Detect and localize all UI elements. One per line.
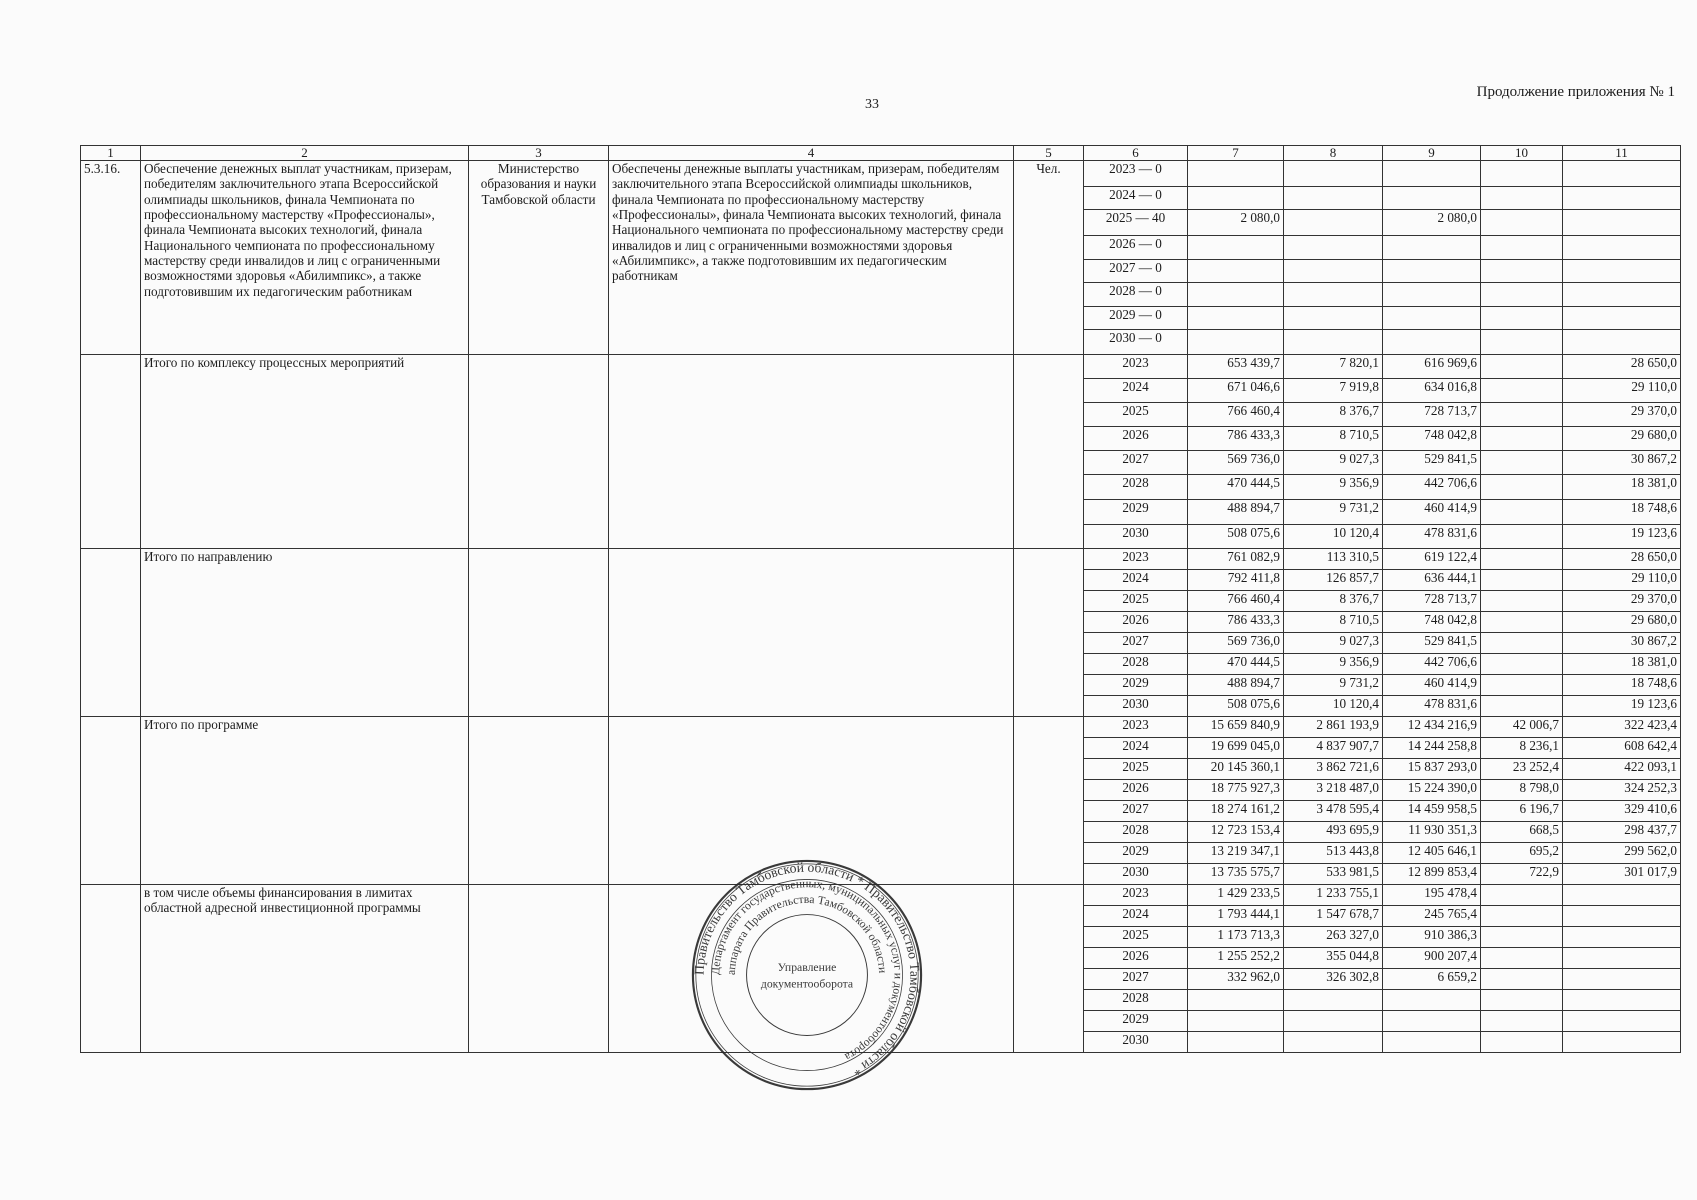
amount-cell-c7: 488 894,7	[1188, 675, 1284, 696]
amount-cell-c10	[1481, 355, 1563, 379]
amount-cell-c7: 761 082,9	[1188, 549, 1284, 570]
amount-cell-c11: 29 370,0	[1563, 591, 1681, 612]
amount-cell-c7: 792 411,8	[1188, 570, 1284, 591]
year-cell: 2029 — 0	[1084, 307, 1188, 330]
amount-cell-c11	[1563, 283, 1681, 307]
year-cell: 2029	[1084, 500, 1188, 525]
amount-cell-c7: 20 145 360,1	[1188, 759, 1284, 780]
summary-result-empty	[609, 549, 1014, 717]
amount-cell-c10	[1481, 675, 1563, 696]
amount-cell-c9: 12 405 646,1	[1383, 843, 1481, 864]
year-cell: 2025	[1084, 591, 1188, 612]
year-cell: 2030	[1084, 525, 1188, 549]
year-cell: 2027 — 0	[1084, 260, 1188, 283]
year-cell: 2023	[1084, 549, 1188, 570]
amount-cell-c9: 442 706,6	[1383, 654, 1481, 675]
year-cell: 2024	[1084, 906, 1188, 927]
amount-cell-c10: 23 252,4	[1481, 759, 1563, 780]
amount-cell-c10	[1481, 570, 1563, 591]
amount-cell-c11	[1563, 260, 1681, 283]
amount-cell-c11	[1563, 990, 1681, 1011]
summary-executor-empty	[469, 549, 609, 717]
amount-cell-c7	[1188, 236, 1284, 260]
amount-cell-c11: 28 650,0	[1563, 549, 1681, 570]
column-number: 8	[1284, 146, 1383, 161]
amount-cell-c11: 30 867,2	[1563, 633, 1681, 654]
amount-cell-c11: 301 017,9	[1563, 864, 1681, 885]
amount-cell-c9: 442 706,6	[1383, 475, 1481, 500]
amount-cell-c8	[1284, 161, 1383, 187]
amount-cell-c10: 8 798,0	[1481, 780, 1563, 801]
amount-cell-c9	[1383, 283, 1481, 307]
summary-code-empty	[81, 717, 141, 885]
amount-cell-c9: 11 930 351,3	[1383, 822, 1481, 843]
seal-outer-text: Правительство Тамбовской области * Правительство Тамбовской области *	[691, 859, 923, 1079]
amount-cell-c7	[1188, 990, 1284, 1011]
amount-cell-c8	[1284, 283, 1383, 307]
summary-executor-empty	[469, 885, 609, 1053]
amount-cell-c7: 766 460,4	[1188, 403, 1284, 427]
column-number: 6	[1084, 146, 1188, 161]
amount-cell-c10	[1481, 591, 1563, 612]
amount-cell-c11: 608 642,4	[1563, 738, 1681, 759]
amount-cell-c8: 9 731,2	[1284, 675, 1383, 696]
amount-cell-c9: 195 478,4	[1383, 885, 1481, 906]
item-result: Обеспечены денежные выплаты участникам, призерам, победителям заключительного этапа Всероссийской олимпиады школьников, финала Чемпионата по профессиональному мастерству «Профессионалы», финала Чемпионата высоких технологий, финала Национального чемпионата по профессиональному мастерству среди инвалидов и лиц с ограниченными возможностями здоровья «Абилимпикс», а также подготовившим их педагогическим работникам	[609, 161, 1014, 355]
amount-cell-c9: 6 659,2	[1383, 969, 1481, 990]
column-number: 9	[1383, 146, 1481, 161]
amount-cell-c7: 2 080,0	[1188, 210, 1284, 236]
amount-cell-c8: 513 443,8	[1284, 843, 1383, 864]
amount-cell-c10: 668,5	[1481, 822, 1563, 843]
amount-cell-c7: 470 444,5	[1188, 654, 1284, 675]
amount-cell-c7	[1188, 260, 1284, 283]
official-seal-stamp	[690, 858, 924, 1092]
amount-cell-c7: 569 736,0	[1188, 451, 1284, 475]
amount-cell-c8	[1284, 187, 1383, 210]
amount-cell-c8: 326 302,8	[1284, 969, 1383, 990]
amount-cell-c7	[1188, 1011, 1284, 1032]
summary-result-empty	[609, 355, 1014, 549]
amount-cell-c8: 8 376,7	[1284, 403, 1383, 427]
amount-cell-c10	[1481, 948, 1563, 969]
amount-cell-c11	[1563, 236, 1681, 260]
amount-cell-c7	[1188, 1032, 1284, 1053]
amount-cell-c11	[1563, 969, 1681, 990]
summary-code-empty	[81, 355, 141, 549]
amount-cell-c8: 2 861 193,9	[1284, 717, 1383, 738]
amount-cell-c7: 786 433,3	[1188, 427, 1284, 451]
column-number: 4	[609, 146, 1014, 161]
amount-cell-c8: 9 027,3	[1284, 633, 1383, 654]
amount-cell-c8: 9 027,3	[1284, 451, 1383, 475]
amount-cell-c8: 113 310,5	[1284, 549, 1383, 570]
summary-label: Итого по комплексу процессных мероприятий	[141, 355, 469, 549]
amount-cell-c9: 12 434 216,9	[1383, 717, 1481, 738]
item-name: Обеспечение денежных выплат участникам, призерам, победителям заключительного этапа Всероссийской олимпиады школьников, финала Чемпионата по профессиональному мастерству «Профессионалы», финала Чемпионата высоких технологий, финала Национального чемпионата по профессиональному мастерству среди инвалидов и лиц с ограниченными возможностями здоровья «Абилимпикс», а также подготовившим их педагогическим работникам	[141, 161, 469, 355]
amount-cell-c8: 3 478 595,4	[1284, 801, 1383, 822]
amount-cell-c8	[1284, 210, 1383, 236]
year-cell: 2027	[1084, 801, 1188, 822]
amount-cell-c9: 2 080,0	[1383, 210, 1481, 236]
year-cell: 2025	[1084, 759, 1188, 780]
amount-cell-c10	[1481, 283, 1563, 307]
amount-cell-c8: 7 919,8	[1284, 379, 1383, 403]
amount-cell-c7	[1188, 330, 1284, 355]
amount-cell-c8: 9 731,2	[1284, 500, 1383, 525]
amount-cell-c9: 748 042,8	[1383, 427, 1481, 451]
year-cell: 2026	[1084, 612, 1188, 633]
amount-cell-c9: 748 042,8	[1383, 612, 1481, 633]
column-number: 10	[1481, 146, 1563, 161]
amount-cell-c9: 245 765,4	[1383, 906, 1481, 927]
amount-cell-c11: 18 381,0	[1563, 475, 1681, 500]
amount-cell-c9: 478 831,6	[1383, 525, 1481, 549]
amount-cell-c8	[1284, 1011, 1383, 1032]
amount-cell-c7: 18 274 161,2	[1188, 801, 1284, 822]
year-cell: 2029	[1084, 675, 1188, 696]
amount-cell-c10	[1481, 525, 1563, 549]
summary-label: Итого по направлению	[141, 549, 469, 717]
amount-cell-c9: 616 969,6	[1383, 355, 1481, 379]
amount-cell-c10	[1481, 260, 1563, 283]
amount-cell-c11	[1563, 885, 1681, 906]
year-cell: 2023 — 0	[1084, 161, 1188, 187]
amount-cell-c8: 1 233 755,1	[1284, 885, 1383, 906]
amount-cell-c10	[1481, 654, 1563, 675]
amount-cell-c10	[1481, 379, 1563, 403]
amount-cell-c7: 569 736,0	[1188, 633, 1284, 654]
amount-cell-c10	[1481, 696, 1563, 717]
amount-cell-c10	[1481, 210, 1563, 236]
year-cell: 2030	[1084, 864, 1188, 885]
amount-cell-c8	[1284, 307, 1383, 330]
amount-cell-c8	[1284, 260, 1383, 283]
summary-code-empty	[81, 549, 141, 717]
year-cell: 2024	[1084, 570, 1188, 591]
amount-cell-c10	[1481, 500, 1563, 525]
year-cell: 2023	[1084, 355, 1188, 379]
summary-unit-empty	[1014, 885, 1084, 1053]
amount-cell-c9	[1383, 330, 1481, 355]
summary-label: Итого по программе	[141, 717, 469, 885]
amount-cell-c8: 7 820,1	[1284, 355, 1383, 379]
amount-cell-c8	[1284, 1032, 1383, 1053]
amount-cell-c10	[1481, 1032, 1563, 1053]
year-cell: 2030 — 0	[1084, 330, 1188, 355]
summary-code-empty	[81, 885, 141, 1053]
amount-cell-c8: 8 710,5	[1284, 427, 1383, 451]
amount-cell-c11: 29 680,0	[1563, 427, 1681, 451]
amount-cell-c11: 18 381,0	[1563, 654, 1681, 675]
amount-cell-c7: 15 659 840,9	[1188, 717, 1284, 738]
amount-cell-c10	[1481, 906, 1563, 927]
amount-cell-c8: 1 547 678,7	[1284, 906, 1383, 927]
amount-cell-c8	[1284, 236, 1383, 260]
amount-cell-c9	[1383, 307, 1481, 330]
amount-cell-c11: 299 562,0	[1563, 843, 1681, 864]
year-cell: 2028	[1084, 822, 1188, 843]
summary-unit-empty	[1014, 717, 1084, 885]
amount-cell-c11: 298 437,7	[1563, 822, 1681, 843]
table-row	[81, 161, 1681, 187]
amount-cell-c10	[1481, 633, 1563, 654]
amount-cell-c7: 13 219 347,1	[1188, 843, 1284, 864]
column-number: 5	[1014, 146, 1084, 161]
amount-cell-c10	[1481, 427, 1563, 451]
amount-cell-c8: 263 327,0	[1284, 927, 1383, 948]
amount-cell-c11	[1563, 948, 1681, 969]
amount-cell-c9	[1383, 990, 1481, 1011]
item-code: 5.3.16.	[81, 161, 141, 355]
amount-cell-c7: 786 433,3	[1188, 612, 1284, 633]
amount-cell-c9: 478 831,6	[1383, 696, 1481, 717]
amount-cell-c8: 3 862 721,6	[1284, 759, 1383, 780]
amount-cell-c10	[1481, 549, 1563, 570]
amount-cell-c11: 29 370,0	[1563, 403, 1681, 427]
amount-cell-c11	[1563, 1032, 1681, 1053]
amount-cell-c11: 29 110,0	[1563, 379, 1681, 403]
amount-cell-c10	[1481, 612, 1563, 633]
amount-cell-c10	[1481, 885, 1563, 906]
amount-cell-c11: 29 110,0	[1563, 570, 1681, 591]
amount-cell-c9: 460 414,9	[1383, 675, 1481, 696]
amount-cell-c11	[1563, 161, 1681, 187]
amount-cell-c10	[1481, 236, 1563, 260]
amount-cell-c11	[1563, 187, 1681, 210]
amount-cell-c8: 533 981,5	[1284, 864, 1383, 885]
summary-executor-empty	[469, 355, 609, 549]
table-row	[81, 717, 1681, 738]
summary-executor-empty	[469, 717, 609, 885]
amount-cell-c10: 42 006,7	[1481, 717, 1563, 738]
year-cell: 2030	[1084, 1032, 1188, 1053]
amount-cell-c7	[1188, 307, 1284, 330]
item-executor: Министерство образования и науки Тамбовской области	[469, 161, 609, 355]
appendix-continuation-label: Продолжение приложения № 1	[1476, 84, 1675, 100]
amount-cell-c8: 3 218 487,0	[1284, 780, 1383, 801]
amount-cell-c11	[1563, 1011, 1681, 1032]
amount-cell-c8: 355 044,8	[1284, 948, 1383, 969]
amount-cell-c8: 9 356,9	[1284, 654, 1383, 675]
amount-cell-c10	[1481, 990, 1563, 1011]
amount-cell-c11	[1563, 307, 1681, 330]
year-cell: 2029	[1084, 1011, 1188, 1032]
year-cell: 2027	[1084, 451, 1188, 475]
amount-cell-c7: 766 460,4	[1188, 591, 1284, 612]
amount-cell-c9: 910 386,3	[1383, 927, 1481, 948]
seal-center-line2: документооборота	[760, 977, 854, 991]
year-cell: 2026	[1084, 948, 1188, 969]
amount-cell-c10: 722,9	[1481, 864, 1563, 885]
year-cell: 2023	[1084, 885, 1188, 906]
year-cell: 2027	[1084, 969, 1188, 990]
amount-cell-c9: 619 122,4	[1383, 549, 1481, 570]
table-row	[81, 355, 1681, 379]
amount-cell-c7: 470 444,5	[1188, 475, 1284, 500]
amount-cell-c11: 422 093,1	[1563, 759, 1681, 780]
amount-cell-c9: 529 841,5	[1383, 633, 1481, 654]
column-number-row	[81, 146, 1681, 161]
amount-cell-c7: 508 075,6	[1188, 696, 1284, 717]
summary-unit-empty	[1014, 355, 1084, 549]
amount-cell-c8: 10 120,4	[1284, 525, 1383, 549]
amount-cell-c7	[1188, 161, 1284, 187]
amount-cell-c7	[1188, 187, 1284, 210]
year-cell: 2026	[1084, 780, 1188, 801]
year-cell: 2028	[1084, 475, 1188, 500]
amount-cell-c9	[1383, 260, 1481, 283]
amount-cell-c8	[1284, 990, 1383, 1011]
amount-cell-c8: 4 837 907,7	[1284, 738, 1383, 759]
year-cell: 2024 — 0	[1084, 187, 1188, 210]
seal-center-line1: Управление	[777, 961, 837, 975]
column-number: 11	[1563, 146, 1681, 161]
amount-cell-c9: 636 444,1	[1383, 570, 1481, 591]
year-cell: 2028 — 0	[1084, 283, 1188, 307]
amount-cell-c8: 8 710,5	[1284, 612, 1383, 633]
amount-cell-c11: 19 123,6	[1563, 525, 1681, 549]
amount-cell-c9	[1383, 1032, 1481, 1053]
amount-cell-c11: 322 423,4	[1563, 717, 1681, 738]
year-cell: 2025	[1084, 927, 1188, 948]
amount-cell-c11: 28 650,0	[1563, 355, 1681, 379]
amount-cell-c7: 1 429 233,5	[1188, 885, 1284, 906]
year-cell: 2023	[1084, 717, 1188, 738]
year-cell: 2030	[1084, 696, 1188, 717]
summary-unit-empty	[1014, 549, 1084, 717]
amount-cell-c10: 695,2	[1481, 843, 1563, 864]
column-number: 2	[141, 146, 469, 161]
amount-cell-c9: 15 837 293,0	[1383, 759, 1481, 780]
amount-cell-c10	[1481, 330, 1563, 355]
amount-cell-c9: 12 899 853,4	[1383, 864, 1481, 885]
amount-cell-c7: 18 775 927,3	[1188, 780, 1284, 801]
amount-cell-c9: 529 841,5	[1383, 451, 1481, 475]
amount-cell-c9: 15 224 390,0	[1383, 780, 1481, 801]
amount-cell-c7: 19 699 045,0	[1188, 738, 1284, 759]
amount-cell-c10	[1481, 307, 1563, 330]
amount-cell-c11: 19 123,6	[1563, 696, 1681, 717]
amount-cell-c9	[1383, 236, 1481, 260]
amount-cell-c7: 488 894,7	[1188, 500, 1284, 525]
amount-cell-c7: 671 046,6	[1188, 379, 1284, 403]
amount-cell-c11	[1563, 210, 1681, 236]
amount-cell-c7: 12 723 153,4	[1188, 822, 1284, 843]
amount-cell-c11: 324 252,3	[1563, 780, 1681, 801]
amount-cell-c9: 14 459 958,5	[1383, 801, 1481, 822]
amount-cell-c9: 14 244 258,8	[1383, 738, 1481, 759]
table-row	[81, 549, 1681, 570]
amount-cell-c7: 1 255 252,2	[1188, 948, 1284, 969]
amount-cell-c9: 460 414,9	[1383, 500, 1481, 525]
amount-cell-c11	[1563, 927, 1681, 948]
amount-cell-c9	[1383, 161, 1481, 187]
amount-cell-c7: 332 962,0	[1188, 969, 1284, 990]
amount-cell-c8: 493 695,9	[1284, 822, 1383, 843]
amount-cell-c9: 728 713,7	[1383, 591, 1481, 612]
year-cell: 2025	[1084, 403, 1188, 427]
amount-cell-c8: 126 857,7	[1284, 570, 1383, 591]
amount-cell-c10	[1481, 451, 1563, 475]
amount-cell-c10	[1481, 475, 1563, 500]
amount-cell-c10	[1481, 1011, 1563, 1032]
year-cell: 2027	[1084, 633, 1188, 654]
amount-cell-c8: 9 356,9	[1284, 475, 1383, 500]
amount-cell-c11: 29 680,0	[1563, 612, 1681, 633]
year-cell: 2026	[1084, 427, 1188, 451]
year-cell: 2029	[1084, 843, 1188, 864]
amount-cell-c11	[1563, 330, 1681, 355]
amount-cell-c8: 8 376,7	[1284, 591, 1383, 612]
amount-cell-c11: 18 748,6	[1563, 500, 1681, 525]
amount-cell-c8	[1284, 330, 1383, 355]
amount-cell-c8: 10 120,4	[1284, 696, 1383, 717]
amount-cell-c10	[1481, 187, 1563, 210]
amount-cell-c10: 8 236,1	[1481, 738, 1563, 759]
column-number: 3	[469, 146, 609, 161]
year-cell: 2026 — 0	[1084, 236, 1188, 260]
amount-cell-c11: 329 410,6	[1563, 801, 1681, 822]
seal-inner-text: аппарата Правительства Тамбовской области	[724, 892, 890, 976]
amount-cell-c10	[1481, 927, 1563, 948]
amount-cell-c7: 13 735 575,7	[1188, 864, 1284, 885]
page-number: 33	[865, 97, 879, 112]
amount-cell-c7: 508 075,6	[1188, 525, 1284, 549]
amount-cell-c7: 1 173 713,3	[1188, 927, 1284, 948]
amount-cell-c10	[1481, 969, 1563, 990]
column-number: 1	[81, 146, 141, 161]
year-cell: 2028	[1084, 990, 1188, 1011]
year-cell: 2025 — 40	[1084, 210, 1188, 236]
amount-cell-c11	[1563, 906, 1681, 927]
column-number: 7	[1188, 146, 1284, 161]
year-cell: 2024	[1084, 379, 1188, 403]
amount-cell-c10	[1481, 161, 1563, 187]
amount-cell-c7	[1188, 283, 1284, 307]
summary-label: в том числе объемы финансирования в лимитах областной адресной инвестиционной программы	[141, 885, 469, 1053]
amount-cell-c11: 18 748,6	[1563, 675, 1681, 696]
amount-cell-c7: 1 793 444,1	[1188, 906, 1284, 927]
amount-cell-c9: 634 016,8	[1383, 379, 1481, 403]
amount-cell-c9: 900 207,4	[1383, 948, 1481, 969]
amount-cell-c9	[1383, 187, 1481, 210]
item-unit: Чел.	[1014, 161, 1084, 355]
amount-cell-c7: 653 439,7	[1188, 355, 1284, 379]
amount-cell-c10: 6 196,7	[1481, 801, 1563, 822]
amount-cell-c9: 728 713,7	[1383, 403, 1481, 427]
year-cell: 2028	[1084, 654, 1188, 675]
amount-cell-c11: 30 867,2	[1563, 451, 1681, 475]
seal-middle-text: Департамент государственных, муниципальных услуг и документооборота	[709, 877, 905, 1064]
year-cell: 2024	[1084, 738, 1188, 759]
amount-cell-c9	[1383, 1011, 1481, 1032]
amount-cell-c10	[1481, 403, 1563, 427]
